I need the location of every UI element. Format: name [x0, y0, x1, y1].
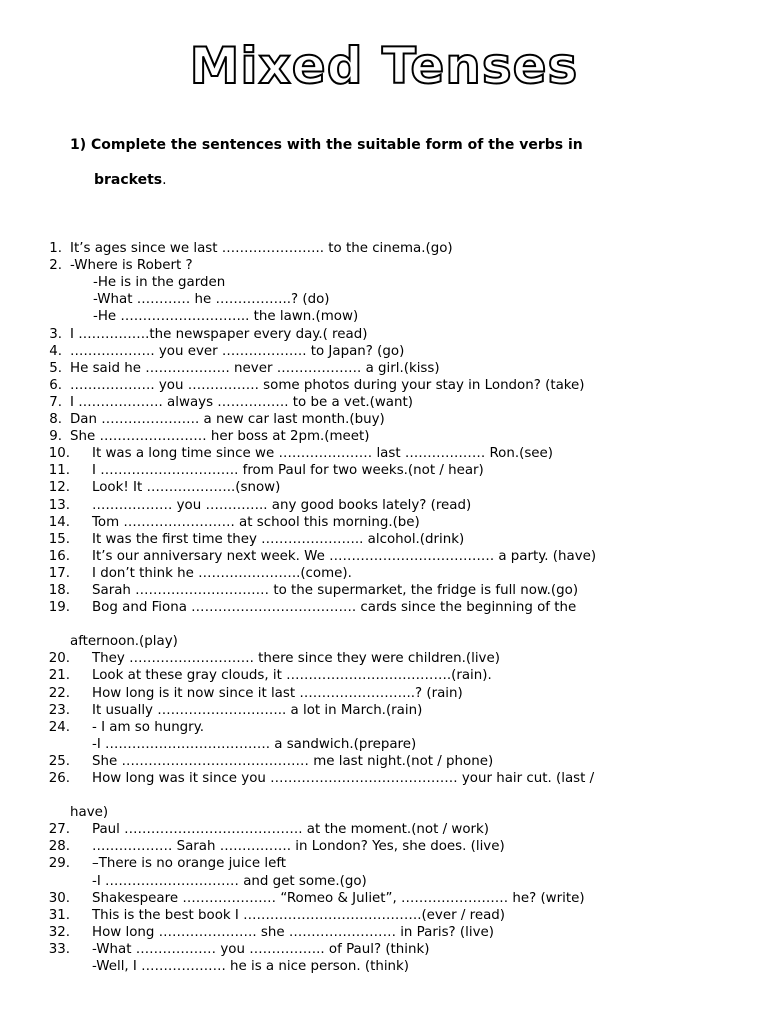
item-number: 32.: [48, 924, 70, 940]
item-text: It usually ……………………….. a lot in March.(rain): [92, 702, 423, 718]
item-number: 9.: [49, 429, 62, 445]
item-text: How long …………………. she …………………… in Paris? (live): [92, 924, 494, 940]
item-text: ……………… you ………….. any good books lately? (read): [92, 497, 472, 513]
item-number: 26.: [48, 771, 70, 786]
item-text: -I ………………………………. a sandwich.(prepare): [92, 736, 417, 752]
item-text: I …………………………. from Paul for two weeks.(not / hear): [92, 463, 484, 479]
item-number: 21.: [48, 668, 70, 684]
item-number: 23.: [48, 702, 70, 718]
item-number: 11.: [48, 463, 70, 479]
item-number: 15.: [48, 531, 70, 547]
instruction-line-2: [94, 171, 167, 189]
item-text: ………………. you ever ………………. to Japan? (go): [70, 343, 405, 359]
item-text: -Where is Robert ?: [70, 258, 193, 274]
item-text: He said he ………………. never ………………. a girl.(kiss): [70, 360, 440, 376]
item-number: 18.: [48, 583, 70, 598]
item-text: It was the first time they ………………….. alcohol.(drink): [92, 531, 465, 547]
item-text: How long was it since you …………………………………… your hair cut. (last /: [92, 771, 595, 786]
item-text: Tom ……………………. at school this morning.(be): [92, 514, 420, 530]
item-text: ………………. you ……………. some photos during your stay in London? (take): [70, 377, 585, 393]
item-number: 4.: [49, 343, 62, 359]
item-number: 6.: [49, 377, 62, 393]
item-number: 17.: [48, 565, 70, 581]
item-text: -He ……………………….. the lawn.(mow): [93, 309, 359, 325]
item-text: Bog and Fiona ………………………………. cards since the beginning of the: [92, 600, 577, 616]
item-text: Shakespeare ………………… “Romeo & Juliet”, …………………… he? (write): [92, 890, 585, 906]
worksheet-title: Mixed Tenses: [189, 37, 579, 95]
item-text: -What ………… he ……………..? (do): [93, 292, 330, 308]
item-text: It’s our anniversary next week. We ………………………………. a party. (have): [92, 548, 597, 564]
item-number: 30.: [48, 890, 70, 906]
item-text: Sarah ………………………… to the supermarket, the fridge is full now.(go): [92, 583, 579, 598]
item-number: 3.: [49, 326, 62, 342]
item-text: It was a long time since we ………………… last ……………… Ron.(see): [92, 446, 554, 462]
item-text: Look! It ………………..(snow): [92, 480, 281, 496]
item-text: - I am so hungry.: [92, 719, 204, 735]
item-number: 33.: [48, 941, 70, 957]
item-number: 16.: [48, 548, 70, 564]
item-number: 31.: [48, 907, 70, 923]
item-number: 10.: [48, 446, 70, 462]
item-number: 27.: [48, 822, 70, 838]
item-text: She …………………… her boss at 2pm.(meet): [70, 429, 370, 445]
item-text: -I ………………………… and get some.(go): [92, 873, 367, 889]
item-number: 20.: [48, 651, 70, 667]
item-text: ……………… Sarah ……………. in London? Yes, she does. (live): [92, 839, 505, 855]
item-number: 5.: [49, 360, 62, 376]
item-text: have): [70, 805, 109, 821]
item-text: Dan …………………. a new car last month.(buy): [70, 412, 385, 427]
item-number: 28.: [48, 839, 70, 855]
item-text: I don’t think he …………………..(come).: [92, 565, 352, 581]
item-text: –There is no orange juice left: [92, 856, 287, 872]
item-number: 7.: [49, 394, 62, 410]
item-number: 29.: [48, 856, 70, 872]
item-number: 24.: [48, 719, 70, 735]
item-number: 19.: [48, 600, 70, 616]
item-text: Paul …………………………………. at the moment.(not / work): [92, 822, 489, 838]
item-text: I …………….the newspaper every day.( read): [70, 326, 368, 342]
item-text: How long is it now since it last ……………………..? (rain): [92, 685, 463, 701]
item-text: Look at these gray clouds, it ……………………………….(rain).: [92, 668, 492, 684]
item-number: 22.: [48, 685, 70, 701]
item-text: afternoon.(play): [70, 634, 178, 650]
item-number: 2.: [49, 258, 62, 274]
item-number: 1.: [49, 241, 62, 256]
instruction-line-2-text: brackets: [94, 172, 163, 188]
instruction-line-1: 1) Complete the sentences with the suitable form of the verbs in: [70, 137, 583, 153]
item-text: It’s ages since we last ………………….. to the cinema.(go): [70, 241, 453, 256]
item-text: -Well, I ………………. he is a nice person. (think): [92, 959, 410, 974]
item-text: She …………………………………… me last night.(not / phone): [92, 753, 494, 769]
item-number: 8.: [49, 412, 62, 427]
item-number: 13.: [48, 497, 70, 513]
item-text: -He is in the garden: [93, 275, 226, 291]
instruction-line-2-period: .: [162, 172, 167, 188]
item-text: They ………………………. there since they were children.(live): [92, 651, 500, 667]
item-number: 25.: [48, 753, 70, 769]
item-text: I ………………. always ……………. to be a vet.(want): [70, 394, 413, 410]
item-text: -What ……………… you …………….. of Paul? (think): [92, 941, 430, 957]
item-number: 14.: [48, 514, 70, 530]
item-number: 12.: [48, 480, 70, 496]
item-text: This is the best book I ………………………………….(ever / read): [92, 907, 505, 923]
